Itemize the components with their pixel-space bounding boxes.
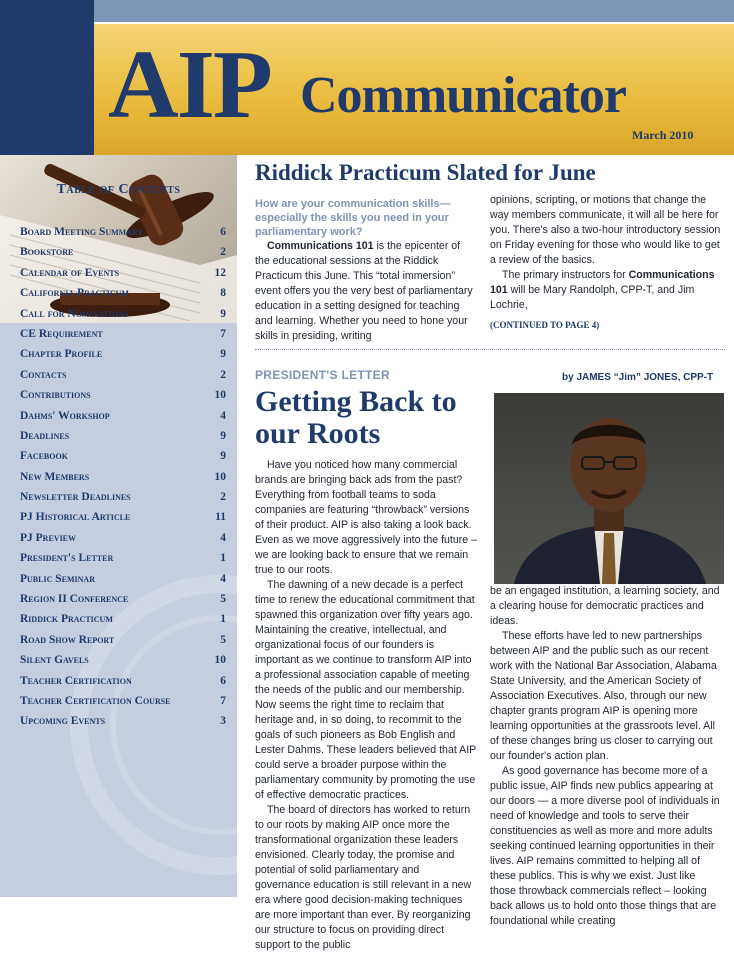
toc-item-page: 4 — [220, 531, 226, 544]
toc-item-page: 2 — [220, 368, 226, 381]
toc-item-page: 10 — [214, 654, 226, 667]
toc-item[interactable] — [20, 491, 226, 511]
masthead-title-aip: AIP — [108, 31, 271, 139]
header-top-band — [94, 0, 734, 24]
riddick-paragraph-3-start: The primary instructors for — [502, 269, 629, 281]
toc-item-page: 6 — [220, 226, 226, 238]
toc-item-page: 10 — [214, 470, 226, 483]
riddick-article-title: Riddick Practicum Slated for June — [255, 160, 596, 185]
president-column-2 — [490, 584, 722, 929]
toc-item-label: Region II Conference — [20, 593, 129, 606]
toc-item[interactable] — [20, 389, 226, 409]
toc-item-label: Chapter Profile — [20, 348, 103, 361]
toc-item[interactable] — [20, 695, 226, 715]
toc-item[interactable] — [20, 267, 226, 287]
toc-item-label: New Members — [20, 470, 90, 483]
president-paragraph-5: These efforts have led to new partnerships between AIP and the public such as our recent work with the National Bar Association, Alabama State University, and the American Society of Association Executives. Also, through our new chapter grants program AIP is opening more learning opportunities at the grassroots level. All of these changes bring us closer to carrying out our founder's action plan. — [490, 630, 717, 762]
riddick-paragraph-1 — [255, 239, 477, 344]
toc-item[interactable] — [20, 634, 226, 654]
toc-item-label: CE Requirement — [20, 327, 103, 340]
toc-item[interactable] — [20, 369, 226, 389]
section-label: PRESIDENT'S LETTER — [255, 368, 390, 382]
toc-item-label: PJ Historical Article — [20, 511, 131, 524]
toc-item[interactable] — [20, 532, 226, 552]
riddick-paragraph-1-text: is the epicenter of the educational sessions at the Riddick Practicum this June. This “total immersion” event offers you the very best of parliamentary education in a setting designed for teaching and learning. Whether you need to hone your skills in presiding, writing — [255, 240, 473, 342]
toc-item-label: Teacher Certification — [20, 674, 132, 687]
toc-item[interactable] — [20, 552, 226, 572]
header-left-block — [0, 0, 94, 155]
toc-item[interactable] — [20, 287, 226, 307]
toc-item-label: Calendar of Events — [20, 266, 120, 279]
toc-item[interactable] — [20, 471, 226, 491]
toc-item-page: 7 — [220, 327, 226, 340]
issue-date: March 2010 — [632, 128, 694, 142]
toc-item[interactable] — [20, 675, 226, 695]
portrait-person-icon — [494, 393, 724, 584]
riddick-paragraph-3 — [490, 268, 722, 313]
toc-item-page: 10 — [214, 389, 226, 402]
toc-item-label: Teacher Certification Course — [20, 694, 171, 707]
section-divider — [255, 349, 725, 350]
toc-item-page: 6 — [220, 674, 226, 687]
toc-item[interactable] — [20, 246, 226, 266]
toc-item[interactable] — [20, 613, 226, 633]
toc-item-label: Silent Gavels — [20, 654, 89, 667]
toc-item-label: Bookstore — [20, 246, 74, 259]
toc-item-page: 9 — [220, 429, 226, 442]
toc-item-label: Public Seminar — [20, 572, 95, 585]
toc-item[interactable] — [20, 715, 226, 735]
toc-item[interactable] — [20, 450, 226, 470]
president-paragraph-3: The board of directors has worked to return to our roots by making AIP once more the transformational organization these leaders envisioned. Clearly today, the promise and potential of solid parliamentary and governance education is still relevant in a new era where good decision-making techniques are more important than ever. By reorganizing our structure to focus on providing direct support to the public — [255, 804, 472, 951]
president-column-1 — [255, 458, 477, 953]
toc-item-label: Board Meeting Summary — [20, 226, 144, 238]
toc-item-label: PJ Preview — [20, 531, 77, 544]
toc-item-label: Call for Nominations — [20, 307, 129, 320]
toc-item-page: 12 — [214, 266, 226, 279]
riddick-column-2 — [490, 193, 722, 313]
toc-item-label: Contacts — [20, 368, 67, 381]
toc-item-page: 1 — [220, 552, 226, 565]
toc-item-page: 7 — [220, 694, 226, 707]
toc-item[interactable] — [20, 226, 226, 246]
toc-item[interactable] — [20, 410, 226, 430]
riddick-lead: How are your communication skills—especially the skills you need in your parliamentary work? — [255, 198, 451, 238]
toc-item[interactable] — [20, 328, 226, 348]
president-paragraph-2: The dawning of a new decade is a perfect time to renew the educational commitment that spawned this organization over fifty years ago. Maintaining the creative, intellectual, and organizational focus of our founders is important as we continue to transform AIP into a professional association capable of meeting the needs of the public and our membership. Now seems the right time to reclaim that heritage and, in so doing, to recommit to the goals of such pioneers as Bob English and Lester Dahms. These leaders believed that AIP could serve a broader purpose within the parliamentary community by promoting the use of effective democratic practices. — [255, 579, 477, 801]
riddick-column-1 — [255, 197, 477, 344]
toc-item-page: 4 — [220, 572, 226, 585]
president-paragraph-1: Have you noticed how many commercial brands are bringing back ads from the past? Everything from football teams to soda companies are featuring “throwback” versions of their product. AIP is also taking a look back. Even as we move aggressively into the future – we are looking back to ensure that we remain true to our roots. — [255, 459, 477, 576]
toc-item-page: 9 — [220, 348, 226, 361]
toc-item[interactable] — [20, 593, 226, 613]
toc-item[interactable] — [20, 430, 226, 450]
author-portrait — [494, 393, 724, 584]
toc-heading: Table of Contents — [56, 182, 181, 197]
toc-item-page: 5 — [220, 633, 226, 646]
toc-item-label: Contributions — [20, 389, 91, 402]
riddick-paragraph-3-text: will be Mary Randolph, CPP-T, and Jim Lochrie, — [490, 284, 695, 311]
toc-item[interactable] — [20, 348, 226, 368]
author-byline: by JAMES “Jim” JONES, CPP-T — [562, 372, 714, 383]
riddick-bold-term: Communications 101 — [490, 269, 715, 296]
masthead-title-communicator: Communicator — [300, 67, 626, 124]
toc-item[interactable] — [20, 654, 226, 674]
continued-link[interactable]: (CONTINUED TO PAGE 4) — [490, 320, 600, 330]
toc-item-label: Deadlines — [20, 429, 70, 442]
toc-item[interactable] — [20, 308, 226, 328]
toc-list — [20, 226, 226, 736]
presidents-letter-title: Getting Back to our Roots — [255, 385, 457, 450]
toc-item-page: 9 — [220, 450, 226, 463]
toc-item-label: California Practicum — [20, 287, 129, 300]
toc-item-page: 9 — [220, 307, 226, 320]
toc-item-label: Facebook — [20, 450, 68, 463]
toc-item-page: 2 — [220, 491, 226, 504]
toc-item-label: Newsletter Deadlines — [20, 491, 131, 504]
toc-item-page: 1 — [220, 613, 226, 626]
toc-item-page: 11 — [215, 511, 226, 524]
toc-item[interactable] — [20, 511, 226, 531]
toc-item-page: 4 — [220, 409, 226, 422]
toc-item-label: Upcoming Events — [20, 715, 106, 728]
toc-item-label: Road Show Report — [20, 633, 115, 646]
toc-item[interactable] — [20, 573, 226, 593]
toc-item-label: Riddick Practicum — [20, 613, 113, 626]
toc-item-label: Dahms' Workshop — [20, 409, 110, 422]
riddick-paragraph-2: opinions, scripting, or motions that change the way members communicate, it will all be here for you. There's also a two-hour introductory session on Friday evening for those who would like to get a review of the basics. — [490, 194, 721, 266]
toc-item-page: 8 — [220, 287, 226, 300]
president-paragraph-4: be an engaged institution, a learning society, and a clearing house for democratic practices and ideas. — [490, 585, 720, 627]
toc-item-page: 2 — [220, 246, 226, 259]
riddick-bold-term: Communications 101 — [267, 240, 374, 252]
toc-item-page: 3 — [220, 715, 226, 728]
toc-item-page: 5 — [220, 593, 226, 606]
toc-item-label: President's Letter — [20, 552, 114, 565]
president-paragraph-6: As good governance has become more of a public issue, AIP finds new publics appearing at our doors — a more diverse pool of individuals in need of knowledge and tools to serve their constituencies as well as more and more adults seeking continued learning opportunities in their lives. AIP remains committed to helping all of these publics. This is why we exist. Just like those throwback commercials reflect – looking back allows us to hold onto those things that are foundational while creating — [490, 765, 720, 927]
